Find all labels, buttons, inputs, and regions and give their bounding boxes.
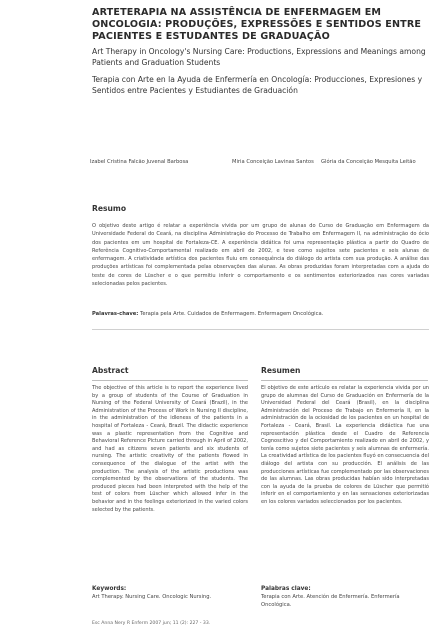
abstract-body: The objective of this article is to report the experience lived by a group of students of the Course of Graduation in Nursing of the Federal University of Ceará (Brazil), in the Administration of the Process of Work in Nursing II discipline, in the administration of the idleness of the patients in a hospital of Fortaleza - Ceará, Brazil. The didactic experience was a plastic representation from the Cognitive and Behavioral Reference Picture carried through in April of 2002, and had as citizens seven patients and six students of nursing. The artistic creativity of the patients flowed in consequence of the dialogue of the artist with the production. The analysis of the artistic productions was complemented by the observations of the students. The produced pieces had been interpreted with the help of the test of colors from Lüscher which allowed infer in the behavior and in the feelings exteriorized in the varied colors selected by the patients. [92,385,248,513]
palavras-chave [92,310,422,318]
palabras-clave-label: Palabras clave: [261,586,311,592]
author-name: Izabel Cristina Falcão Juvenal Barbosa [90,159,189,165]
article-title-spanish: Terapia con Arte en la Ayuda de Enfermería en Oncología: Producciones, Expresiones y Sentidos entre Pacientes y Estudiantes de Graduación [92,75,423,95]
resumen-heading: Resumen [261,366,301,375]
keywords-text: Art Therapy. Nursing Care. Oncologic Nursing. [92,594,212,600]
resumen-body: El objetivo de este artículo es relatar la experiencia vivida por un grupo de alumnas del Curso de Graduación en Enfermería de la Universidad Federal del Ceará (Brasil), en la disciplina Administración del Proceso de Trabajo en Enfermería II, en la administración de la ociosidad de los pacientes en un hospital de Fortaleza - Ceará, Brasil. La experiencia didáctica fue una representación plástica desde el Cuadro de Referencia Cognoscitivo y del Comportamiento realizado en abril de 2002, y tenía como sujetos siete pacientes y seis alumnas de enfermería. La creatividad artística de los pacientes fluyó en consecuencia del diálogo del artista con su producción. El análisis de las producciones artísticas fue complementado por las observaciones de las alumnas. Las obras producidas habían sido interpretadas con la ayuda de la prueba de colores de Lüscher que permitió inferir en el comportamiento y en las sensaciones exteriorizadas en los colores variados seleccionados por los pacientes. [261,385,429,505]
keywords-spanish [261,585,429,609]
article-title-portuguese: ARTETERAPIA NA ASSISTÊNCIA DE ENFERMAGEM EM ONCOLOGIA: PRODUÇÕES, EXPRESSÕES E SENTIDOS ENTRE PACIENTES E ESTUDANTES DE GRADUAÇÃO [92,7,422,42]
palabras-clave-text: Terapia con Arte. Atención de Enfermería. Enfermería Oncológica. [261,594,400,608]
palavras-chave-text: Terapia pela Arte. Cuidados de Enfermagem. Enfermagem Oncológica. [140,311,324,317]
article-title-english: Art Therapy in Oncology's Nursing Care: Productions, Expressions and Meanings among Patients and Graduation Students [92,47,426,67]
journal-citation-footer: Esc Anna Nery R Enferm 2007 jun; 11 (2): 227 - 33. [92,621,211,626]
author-name: Glória da Conceição Mesquita Leitão [321,159,416,165]
authors-line [0,159,443,169]
resumo-body: O objetivo deste artigo é relatar a experiência vivida por um grupo de alunas do Curso de Graduação em Enfermagem da Universidade Federal do Ceará, na disciplina Administração do Processo de Trabalho em Enfermagem II, na administração do ócio dos pacientes em um hospital de Fortaleza-CE. A experiência didática foi uma representação plástica a partir do Quadro de Referência Cognitivo-Comportamental realizado em abril de 2002, e teve como sujeitos sete pacientes e seis alunas de enfermagem. A criatividade artística dos pacientes fluiu em consequência do diálogo do artista com sua produção. A análise das produções artísticas foi complementada pelas observações das alunas. As obras produzidas foram interpretadas com a ajuda do teste de cores de Lüscher e o que permitiu inferir o comportamento e os sentimentos exteriorizados nas cores variadas selecionadas pelos pacientes. [92,223,429,288]
title-block [92,7,428,96]
resumen-rule [261,380,428,381]
resumo-heading: Resumo [92,204,127,213]
section-divider [92,329,429,330]
author-name: Miria Conceição Lavinas Santos [232,159,314,165]
keywords-label: Keywords: [92,586,127,592]
palavras-chave-label: Palavras-chave: [92,311,139,317]
keywords-english [92,585,248,601]
abstract-heading: Abstract [92,366,129,375]
abstract-rule [92,380,248,381]
